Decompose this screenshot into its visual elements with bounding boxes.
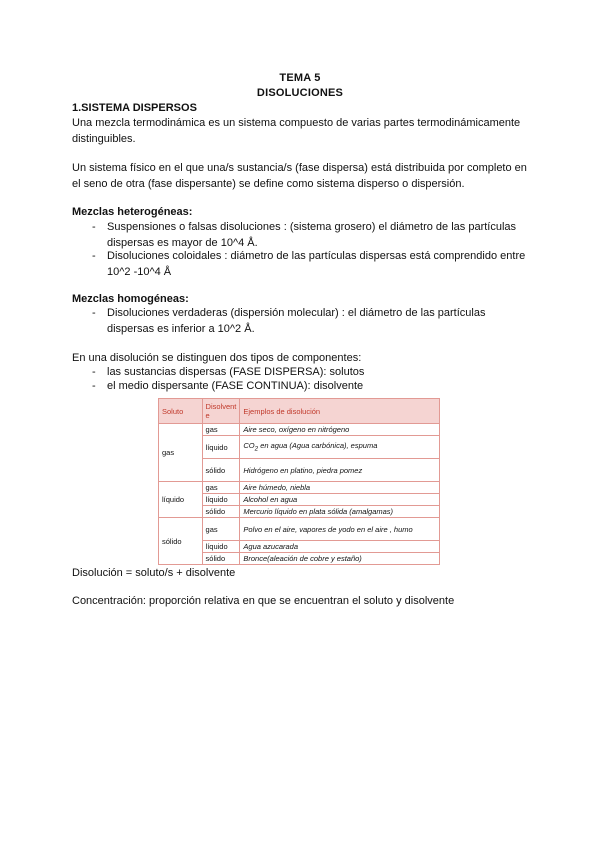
header-disolvente: Disolvent e — [202, 399, 240, 424]
ejemplo-text: CO — [243, 440, 255, 450]
heterogeneas-heading: Mezclas heterogéneas: — [72, 206, 193, 218]
list-item-text: Disoluciones verdaderas (dispersión molecular) : el diámetro de las partículas dispersas es inferior a 10^2 Å. — [107, 307, 486, 335]
ejemplo-cell: Bronce(aleación de cobre y estaño) — [240, 553, 440, 565]
disolvente-cell: gas — [202, 424, 240, 436]
bullet-dash: - — [92, 307, 96, 319]
ejemplo-cell: Hidrógeno en platino, piedra pomez — [240, 459, 440, 482]
ejemplo-cell: Mercurio líquido en plata sólida (amalgamas) — [240, 506, 440, 518]
list-item-text: el medio dispersante (FASE CONTINUA): disolvente — [107, 380, 364, 392]
bullet-dash: - — [92, 250, 96, 262]
homogeneas-heading: Mezclas homogéneas: — [72, 293, 189, 305]
disolvente-cell: sólido — [202, 553, 240, 565]
subscript: 2 — [254, 445, 259, 453]
disolvente-cell: gas — [202, 518, 240, 541]
disolvente-cell: líquido — [202, 541, 240, 553]
ejemplo-cell: Aire seco, oxígeno en nitrógeno — [240, 424, 440, 436]
disolvente-cell: sólido — [202, 459, 240, 482]
list-item — [92, 305, 532, 337]
concentracion-definition: Concentración: proporción relativa en que se encuentran el soluto y disolvente — [72, 595, 455, 607]
list-item — [92, 378, 532, 394]
disolvente-cell: sólido — [202, 506, 240, 518]
list-item-text: Disoluciones coloidales : diámetro de las partículas dispersas está comprendido entre 10^2 -10^4 Å — [107, 250, 526, 278]
table-row — [159, 424, 440, 436]
list-item-text: Suspensiones o falsas disoluciones : (sistema grosero) el diámetro de las partículas dispersas es mayor de 10^4 Å. — [107, 221, 517, 249]
table-header-row — [159, 399, 440, 424]
paragraph-mezcla: Una mezcla termodinámica es un sistema compuesto de varias partes termodinámicamente distinguibles. — [72, 117, 521, 145]
table-row — [159, 518, 440, 541]
list-item — [92, 248, 532, 280]
list-item-text: las sustancias dispersas (FASE DISPERSA): solutos — [107, 366, 365, 378]
page-subtitle: DISOLUCIONES — [256, 87, 344, 99]
disolvente-cell: líquido — [202, 436, 240, 459]
list-item — [92, 219, 532, 251]
bullet-dash: - — [92, 366, 96, 378]
header-ejemplos: Ejemplos de disolución — [240, 399, 440, 424]
ejemplo-cell — [240, 436, 440, 459]
table-row — [159, 482, 440, 494]
ejemplo-cell: Polvo en el aire, vapores de yodo en el aire , humo — [240, 518, 440, 541]
page-title: TEMA 5 — [279, 72, 321, 84]
ejemplo-cell: Alcohol en agua — [240, 494, 440, 506]
ejemplo-cell: Agua azucarada — [240, 541, 440, 553]
disolvente-cell: líquido — [202, 494, 240, 506]
section-heading: 1.SISTEMA DISPERSOS — [72, 102, 197, 114]
formula-disolucion: Disolución = soluto/s + disolvente — [72, 567, 236, 579]
soluto-cell: gas — [159, 424, 203, 482]
ejemplo-text: en agua (Agua carbónica), espuma — [258, 440, 378, 450]
dispersion-examples-table — [158, 398, 440, 565]
bullet-dash: - — [92, 380, 96, 392]
paragraph-sistema-disperso: Un sistema físico en el que una/s sustancia/s (fase dispersa) está distribuida por completo en el seno de otra (fase dispersante) se define como sistema disperso o dispersión. — [72, 162, 527, 190]
ejemplo-cell: Aire húmedo, niebla — [240, 482, 440, 494]
soluto-cell: líquido — [159, 482, 203, 518]
soluto-cell: sólido — [159, 518, 203, 565]
header-soluto: Soluto — [159, 399, 203, 424]
disolvente-cell: gas — [202, 482, 240, 494]
componentes-intro: En una disolución se distinguen dos tipos de componentes: — [72, 352, 362, 364]
bullet-dash: - — [92, 221, 96, 233]
